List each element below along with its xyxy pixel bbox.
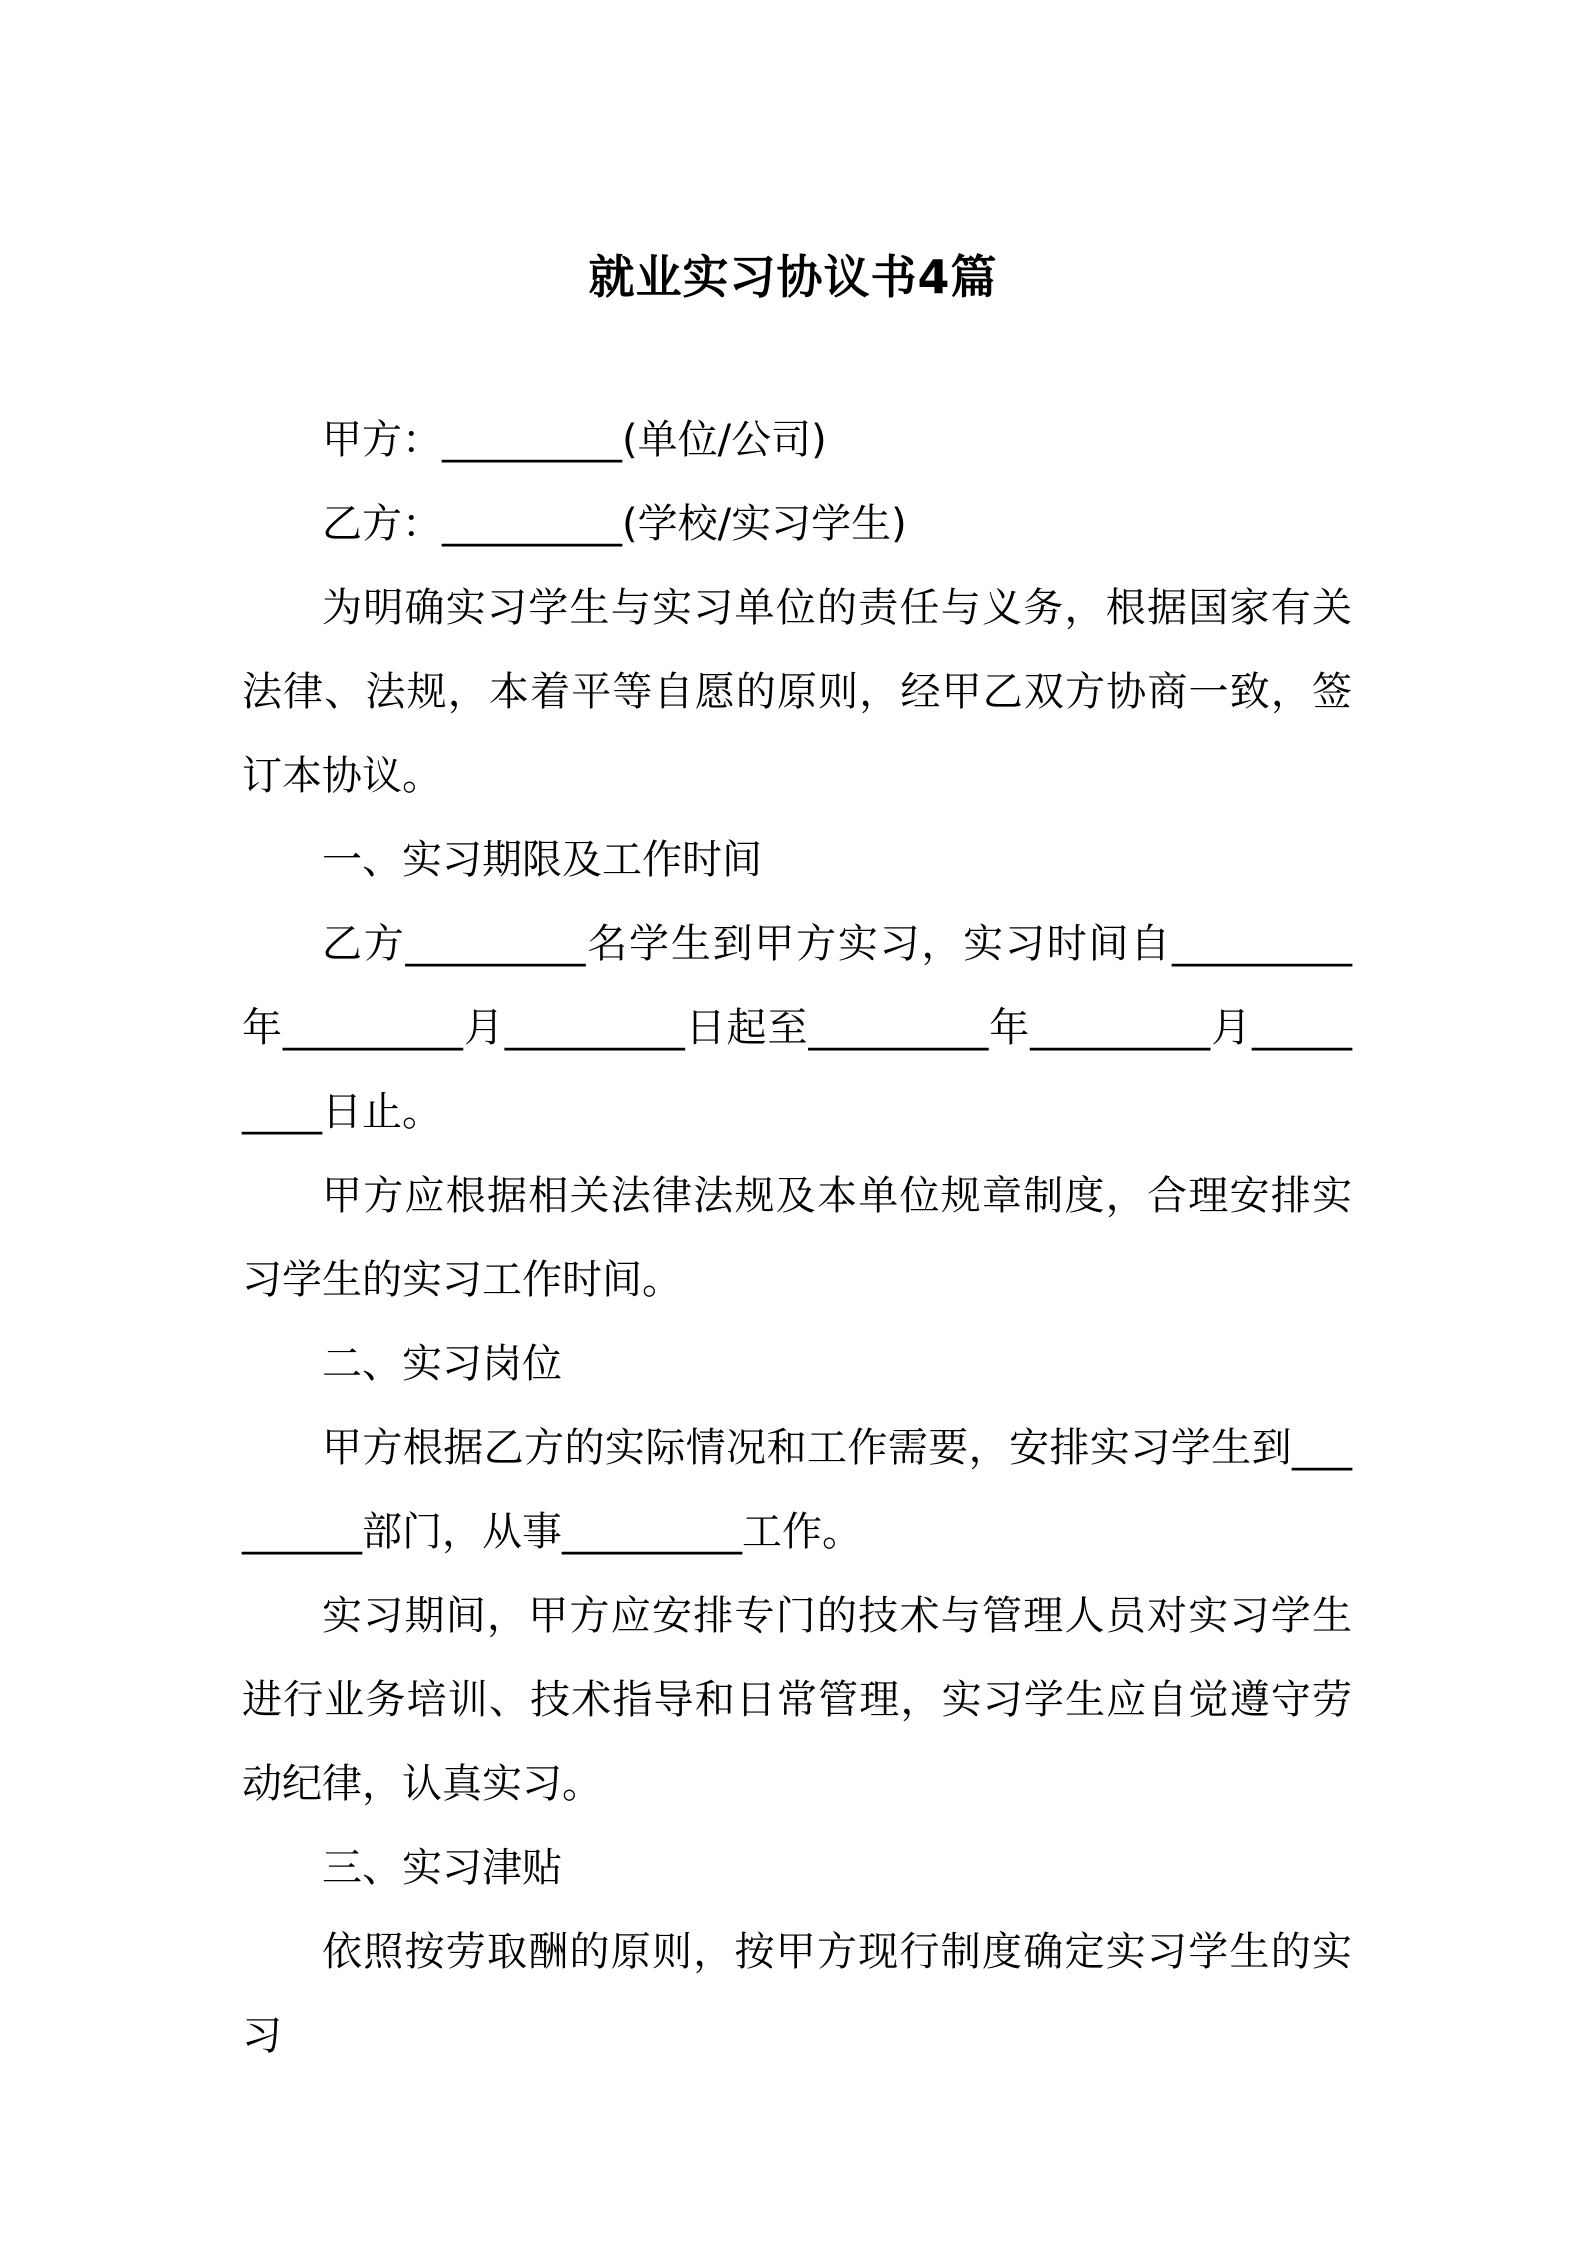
section-heading-1: 一、实习期限及工作时间 (322, 837, 762, 883)
work-time-paragraph: 甲方应根据相关法律法规及本单位规章制度，合理安排实习学生的实习工作时间。 (242, 1173, 1352, 1303)
internship-period-paragraph: 乙方_________名学生到甲方实习，实习时间自_________年_________月_________日起至_________年_________月_________日止。 (242, 921, 1352, 1135)
document-body (242, 398, 1352, 2078)
preamble-paragraph: 为明确实习学生与实习单位的责任与义务，根据国家有关法律、法规，本着平等自愿的原则，经甲乙双方协商一致，签订本协议。 (242, 585, 1352, 799)
section-heading-2: 二、实习岗位 (322, 1341, 562, 1387)
training-paragraph: 实习期间，甲方应安排专门的技术与管理人员对实习学生进行业务培训、技术指导和日常管理，实习学生应自觉遵守劳动纪律，认真实习。 (242, 1593, 1352, 1807)
allowance-paragraph: 依照按劳取酬的原则，按甲方现行制度确定实习学生的实习 (242, 1929, 1352, 2059)
party-a-line: 甲方：_________(单位/公司) (322, 417, 827, 463)
section-heading-3: 三、实习津贴 (322, 1845, 562, 1891)
party-b-line: 乙方：_________(学校/实习学生) (322, 501, 907, 547)
document-title: 就业实习协议书4篇 (588, 249, 998, 304)
position-paragraph: 甲方根据乙方的实际情况和工作需要，安排实习学生到_________部门，从事_________工作。 (242, 1425, 1352, 1555)
